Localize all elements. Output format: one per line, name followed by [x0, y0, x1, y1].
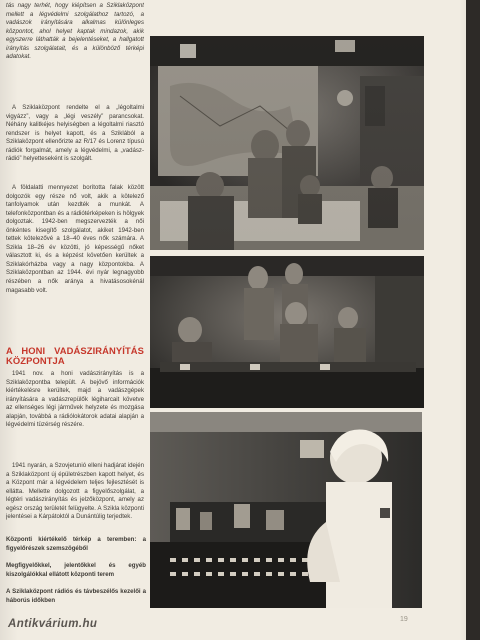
paragraph-1: A Sziklaközpont rendelte el a „légoltalmi vigyázz”, vagy a „légi veszély” parancsokat. Néhány kalitkéjes helyiségben a légoltalmi riasztó rendszer is helyet kapott, és a Sziklából a Sziklaközpont ellenőrizte az R/17 és Lorenz típusú rádiók forgalmát, amely a légvédelmi, a „vadász-rádió” helyetteseként is szolgált. [6, 104, 144, 163]
photo-command-room [150, 36, 424, 250]
photo-switchboard-illustration [150, 412, 422, 608]
photo-operators-consoles [150, 256, 424, 408]
text-column [6, 0, 144, 640]
photo-operators-illustration [150, 256, 424, 408]
intro-paragraph: tás nagy terhét, hogy kiépítsen a Sziklaközpont mellett a légvédelmi szolgálathoz tartozó, a vadászok irányítására alkalmas különleges központot, ahol helyet kaptak mindazok, akik egyszerre láthatták a bejelentéseket, a hallgatott irányítás szolgálatait, és a különböző térképi adatokat. [6, 2, 144, 61]
paragraph-4: 1941 nyarán, a Szovjetunió elleni hadjárat idején a Sziklaközpont új épületrészben kapott helyet, és a Központ már a légvédelem teljes fejlesztését is ellátta. Mellette dolgozott a figyelőszolgálat, a légtéri vadászirányítás és jelzőközpont, amely az egész ország területét felügyelte. A Szikla központi jelentései a Kárpátoktól a Dunántúlig terjedtek. [6, 462, 144, 521]
page-number: 19 [400, 616, 408, 623]
paragraph-3: 1941 nov. a honi vadászirányítás is a Sziklaközpontba települt. A bejövő információk kiértékelésre kerültek, majd a vadászgépek irányítására a vadászrepülők légiharcait követve az ellenséges légi járművek helyzete és mozgása alapján, továbbá a rádiólokátorok adatai alapján a légvédelmi tüzérség részére. [6, 370, 144, 429]
caption-3: A Sziklaközpont rádiós és távbeszélős kezelői a háborús időkben [6, 588, 146, 604]
caption-1: Központi kiértékelő térkép a teremben: a figyelőrészek szemszögéből [6, 536, 146, 552]
paragraph-2: A földalatti mennyezet borította falak között dolgozók egy része nő volt, akik a kötelező tanfolyamok után kezdték a munkát. A telefonközpontban és a rádiótérképeken is hölgyek dolgoztak. 1942-ben megszervezték a női önkéntes kisegítő szolgálatot, akiket 1942-ben tettek kötelezővé a 18–40 éves nők számára. A Szikla 18–26 év közötti, jó képességű nőket választott ki, és a képzést követően kerültek a Sziklakórházba vagy a nagy központokba. A Sziklaközpontban az 1944. évi nyár legnagyobb részében a nők aránya a hivatásosokénál magasabb volt. [6, 184, 144, 294]
photo-switchboard-operator [150, 412, 422, 608]
watermark-text: Antikvárium.hu [8, 618, 98, 630]
background-right-edge [466, 0, 480, 640]
section-heading: A HONI VADÁSZIRÁNYÍTÁS KÖZPONTJA [6, 345, 144, 367]
photo-command-room-illustration [150, 36, 424, 250]
caption-2: Megfigyelőkkel, jelentőkkel és egyéb kiszolgálókkal ellátott központi terem [6, 562, 146, 578]
